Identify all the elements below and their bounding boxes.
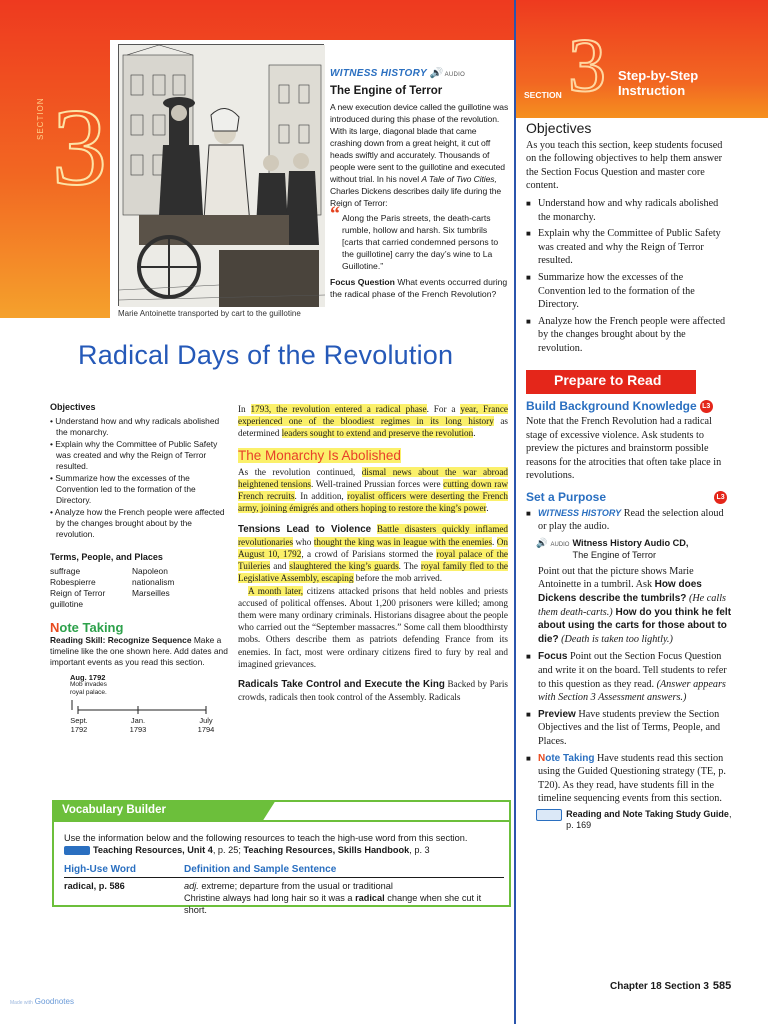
purpose-item-focus: ■ Focus Point out the Section Focus Question and write it on the board. Tell students to refer to this question as they read. (Answer appears with Section 3 Assessment answers.) [526, 650, 732, 704]
objective-item: • Analyze how the French people were affected by the changes brought about by the revolution. [50, 507, 225, 539]
goodnotes-watermark: Made with Goodnotes [10, 997, 74, 1006]
section-number-large: 3 [52, 86, 107, 208]
level-badge: L3 [714, 491, 727, 504]
objectives-heading: Objectives [50, 402, 96, 412]
term-item: Napoleon [132, 566, 168, 576]
column-divider [514, 0, 516, 1024]
purpose-discussion: Point out that the picture shows Marie Antoinette in a tumbril. Ask How does Dickens describe the tumbrils? (He calls them death-carts.) How do you think he felt about using the carts for those about to die? (Death is taken too lightly.) [538, 565, 732, 645]
page-number: 585 [712, 980, 732, 992]
right-objective-item: ■ Analyze how the French people were affected by the changes brought about by the revolution. [526, 315, 732, 356]
quote-mark-icon: “ [330, 203, 340, 225]
prepare-to-read-banner: Prepare to Read [526, 370, 696, 394]
purpose-item-preview: ■ Preview Have students preview the Section Objectives and the list of Terms, People, and Places. [526, 708, 732, 749]
audio-cd-reference[interactable]: 🔊 AUDIO Witness History Audio CD, The Engine of Terror [536, 537, 689, 560]
right-objective-item: ■ Summarize how the excesses of the Convention led to the formation of the Directory. [526, 271, 732, 312]
right-objective-item: ■ Understand how and why radicals abolished the monarchy. [526, 197, 732, 224]
objective-item: • Summarize how the excesses of the Convention led to the formation of the Directory. [50, 473, 196, 505]
right-header-band [516, 0, 768, 118]
page-footer: Chapter 18 Section 3 585 [610, 980, 732, 992]
study-guide-reference: Reading and Note Taking Study Guide, p. 169 [536, 809, 732, 831]
vocabulary-row [64, 880, 504, 916]
image-caption: Marie Antoinette transported by cart to the guillotine [118, 309, 301, 318]
purpose-list-2 [526, 650, 732, 806]
timeline-tick: Sept. 1792 [70, 716, 88, 734]
page-title: Radical Days of the Revolution [78, 340, 454, 370]
main-text-column [238, 403, 508, 703]
vocabulary-intro: Use the information below and the following resources to teach the high-use word from this section. [64, 833, 468, 843]
vocabulary-divider [54, 820, 509, 822]
body-paragraph: A month later, citizens attacked prisons that held nobles and priests accused of political offenses. About 1,200 prisoners were killed; among them were many ordinary criminals. Historians disagree about the people who carried out the “September massacres.” Some call them bloodthirsty mobs. Others describe them as patriots defending France from its enemies. In fact, most were ordinary citizens fired to fury by real and imagined grievances. [238, 585, 508, 669]
terms-list [50, 566, 230, 610]
right-objectives-list [526, 197, 732, 356]
study-guide-icon [536, 809, 562, 821]
vocabulary-builder [52, 800, 511, 915]
objectives-list [50, 416, 230, 540]
timeline-event-text: Mob invades royal palace. [70, 681, 107, 696]
right-section-number: 3 [568, 24, 606, 108]
focus-question: Focus Question What events occurred during the radical phase of the French Revolution? [330, 277, 508, 299]
vocabulary-body [64, 832, 504, 916]
vocab-definition: adj. extreme; departure from the usual or traditional Christine always had long hair so it was a radical change when she cut it short. [184, 881, 482, 915]
dickens-quote: “ Along the Paris streets, the death-carts rumble, hollow and harsh. Six tumbrils [carts that carried condemned persons to the guillotine] carry the day’s wine to La Guillotine.” [330, 203, 499, 271]
body-paragraph: Radicals Take Control and Execute the King Backed by Paris crowds, radicals then took control of the Assembly. Radicals [238, 679, 508, 703]
left-column [50, 402, 230, 738]
col-high-use-word: High-Use Word [64, 864, 137, 875]
section-heading: The Monarchy Is Abolished [238, 447, 401, 463]
timeline-event-date: Aug. 1792 [70, 673, 106, 682]
sequence-timeline [50, 674, 230, 738]
vocabulary-builder-title: Vocabulary Builder [52, 800, 262, 822]
vocabulary-resources: Teaching Resources, Unit 4, p. 25; Teaching Resources, Skills Handbook, p. 3 [64, 844, 504, 856]
right-section-label: SECTION [524, 90, 562, 100]
witness-title: The Engine of Terror [330, 85, 443, 97]
level-badge: L3 [700, 400, 713, 413]
objective-item: • Understand how and why radicals abolished the monarchy. [50, 416, 220, 437]
reading-skill: Reading Skill: Recognize Sequence Make a timeline like the one shown here. Add dates and important events as you read this section. [50, 635, 228, 667]
terms-heading: Terms, People, and Places [50, 552, 163, 562]
term-item: guillotine [50, 599, 84, 609]
audio-speaker-icon[interactable]: 🔊 [429, 68, 443, 79]
vocabulary-table-head [64, 864, 504, 878]
purpose-item-witness: ■ WITNESS HISTORY Read the selection aloud or play the audio. [526, 507, 732, 534]
witness-history-label[interactable] [330, 68, 510, 79]
note-taking-logo: Note Taking [50, 620, 124, 635]
purpose-list [526, 507, 732, 534]
timeline-tick: July 1794 [197, 716, 215, 734]
timeline-tick: Jan. 1793 [129, 716, 147, 734]
witness-history-text: WITNESS HISTORY [330, 68, 427, 79]
body-paragraph: Tensions Lead to Violence Battle disasters quickly inflamed revolutionaries who thought the king was in league with the enemies. On August 10, 1792, a crowd of Parisians stormed the royal palace of the Tuileries and slaughtered the king’s guards. The royal family fled to the Legislative Assembly, escaping before the mob arrived. [238, 523, 509, 584]
purpose-item-note-taking: ■ Note Taking Have students read this section using the Guided Questioning strategy (TE, p. T20). As they read, have students fill in the timeline sequencing events from this section. [526, 752, 732, 806]
section-vertical-label: SECTION [36, 97, 45, 140]
term-item: Robespierre [50, 577, 96, 587]
audio-tag: AUDIO [444, 72, 466, 78]
term-item: suffrage [50, 566, 81, 576]
step-by-step-title: Step-by-Step Instruction [618, 68, 699, 98]
right-objectives-intro: As you teach this section, keep students focused on the following objectives to help them answer the Section Focus Question and master core content. [526, 139, 723, 192]
build-background-text: Note that the French Revolution had a radical stage of excessive violence. Ask students to preview the pictures and brainstorm possible reasons for the atrocities that often take place in revolutions. [526, 416, 722, 482]
term-item: Marseilles [132, 588, 170, 598]
right-objective-item: ■ Explain why the Committee of Public Safety was created and why the Reign of Terror resulted. [526, 227, 732, 268]
audio-speaker-icon[interactable]: 🔊 [536, 537, 548, 548]
right-objectives-heading: Objectives [526, 120, 592, 136]
term-item: Reign of Terror [50, 588, 106, 598]
objective-item: • Explain why the Committee of Public Safety was created and why the Reign of Terror resulted. [50, 439, 218, 471]
set-purpose-heading: Set a Purpose L3 [526, 491, 732, 505]
witness-history-box [330, 68, 510, 300]
intro-paragraph: In 1793, the revolution entered a radical phase. For a year, France experienced one of the bloodiest regimes in its long history as determined leaders sought to extend and preserve the revolution. [238, 404, 509, 439]
col-definition: Definition and Sample Sentence [184, 864, 337, 875]
teacher-column [526, 122, 732, 831]
marie-antoinette-engraving [118, 44, 324, 306]
term-item: nationalism [132, 577, 175, 587]
body-paragraph: As the revolution continued, dismal news about the war abroad heightened tensions. Well-trained Prussian forces were cutting down raw French recruits. In addition, royalist officers were deserting the French army, joining émigrés and others hoping to restore the king’s power. [238, 466, 509, 514]
build-background-heading: Build Background Knowledge L3 [526, 400, 732, 414]
witness-body: A new execution device called the guillotine was introduced during this phase of the revolution. With its large, diagonal blade that came crashing down from a great height, it cut off heads swiftly and accurately. Thousands of people were sent to the guillotine and executed without trial. In his novel A Tale of Two Cities, Charles Dickens describes daily life during the Reign of Terror: [330, 102, 509, 208]
vocab-word: radical, p. 586 [64, 881, 125, 891]
teaching-resources-icon [64, 846, 90, 855]
